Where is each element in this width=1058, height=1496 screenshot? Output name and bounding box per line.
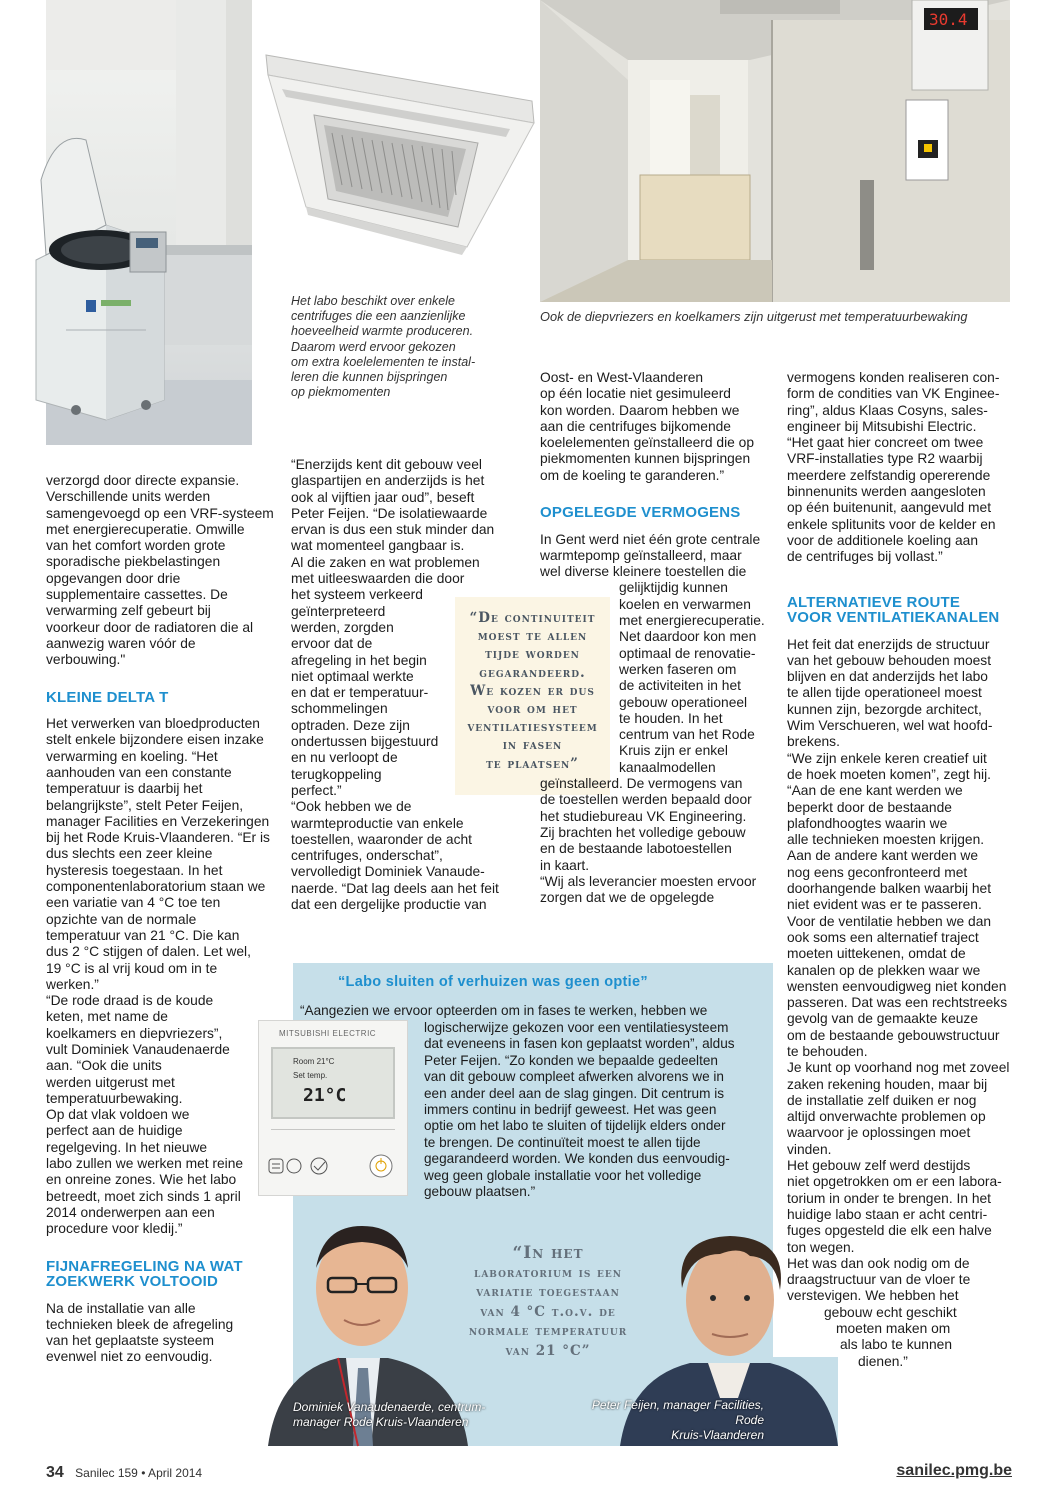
site-link[interactable]: sanilec.pmg.be [896,1462,1012,1479]
col1-para1: verzorgd door directe expansie. Verschillende units werden samengevoegd op een VRF-systeem met energierecuperatie. Omwille van het comfort worden grote sporadische piekbelastingen opgevangen door drie supplementaire cassettes. De verwarming zelf gebeurt bij voorkeur door de radiatoren die al aanwezig waren vóór de verbouwing." [46,473,274,668]
photo-caption-cold-room: Ook de diepvriezers en koelkamers zijn uitgerust met temperatuurbewaking [540,309,968,324]
column-1 [46,473,276,1366]
thermostat-readout: 30.4 [929,10,968,29]
person-peter-caption: Peter Feijen, manager Facilities, Rode Kruis-Vlaanderen [591,1398,764,1442]
column-2: “Enerzijds kent dit gebouw veel glaspartijen en anderzijds is het ook al vijftien jaar oud”, beseft Peter Feijen. “De isolatiewaarde ervan is dus een stuk minder dan wat momenteel gangbaar is. Al die zaken en wat problemen met uitleeswaarden die door het systeem verkeerd geïnterpreteerd werden, zorgden ervoor dat de afregeling in het begin niet optimaal werkte en dat er temperatuur- schommelingen optraden. Deze zijn ondertussen bijgestuurd en nu verloopt de terugkoppeling perfect.” “Ook hebben we de warmteproductie van enkele toestellen, waaronder de acht centrifuges, onderschat”, vervolledigt Dominiek Vanaude- naerde. “Dat lag deels aan het feit dat een dergelijke productie van [291,457,499,913]
footer-left [46,1464,202,1482]
controller-buttons-row [271,1129,395,1141]
cassette-unit-photo [262,45,538,290]
pull-quote-temperatuur: “In het laboratorium is een variatie toegestaan van 4 °C t.o.v. de normale temperatuur van 21 °C” [468,1243,628,1359]
col4-para2: Het feit dat enerzijds de structuur van het gebouw behouden moest blijven en dat anderzijds het labo te allen tijde operationeel moest kunnen zijn, bezorgde architect, Wim Verschueren, wel wat hoofd- brekens. “We zijn enkele keren creatief uit de hoek moeten komen”, zegt hij. “Aan de ene kant werden we beperkt door de bestaande plafondhoogtes waarin we alle technieken moesten krijgen. Aan de andere kant werden we nog eens geconfronteerd met doorhangende balken waarbij het niet evident was er te passeren. Voor de ventilatie hebben we dan ook soms een alternatief traject moeten uittekenen, omdat de kanalen op de plekken waar we wensten eenvoudigweg niet konden passeren. Dat was een rechtstreeks gevolg van de gemaakte keuze om de bestaande gebouwstructuur te behouden. Je kunt op voorhand nog met zoveel zaken rekening houden, maar bij de installatie zelf duiken er nog altijd onverwachte problemen op waarvoor je oplossingen moet vinden. Het gebouw zelf werd destijds niet opgetrokken om er een labora- torium in onder te brengen. In het huidige labo staan er acht centri- fuges opgesteld die elk een halve ton wegen. Het was dan ook nodig om de draagstructuur van de vloer te verstevigen. We hebben het gebouw echt geschikt moeten maken om als labo te kunnen dienen.” [787,636,1010,1369]
person-dominiek-photo [258,1198,490,1446]
box-title: “Labo sluiten of verhuizen was geen optie” [338,974,648,990]
centrifuge-photo [46,0,252,445]
cold-room-photo [540,0,1010,302]
menu-icon [269,1159,283,1173]
pull-quote-continuiteit: “De continuiteit moest te allen tijde worden gegarandeerd. We kozen er dus voor om het ventilatiesysteem in fasen te plaatsen” [455,597,610,795]
power-icon [370,1155,392,1177]
heading-alternatieve-route: ALTERNATIEVE ROUTE VOOR VENTILATIEKANALEN [787,593,1000,627]
column-3 [540,370,770,906]
controller-brand: MITSUBISHI ELECTRIC [279,1029,377,1038]
photo-caption-centrifuge: Het labo beschikt over enkele centrifuges die een aanzienlijke hoeveelheid warmte produceren. Daarom werd ervoor gekozen om extra koelelementen te instal- leren die kunnen bijspringen op piekmomenten [291,294,476,400]
check-icon [311,1158,327,1174]
remote-controller-photo [258,1020,408,1196]
heading-opgelegde-vermogens: OPGELEGDE VERMOGENS [540,504,741,522]
col3-para2: In Gent werd niet één grote centrale warmtepomp geïnstalleerd, maar wel diverse kleinere toestellen die gelijktijdig kunnen koelen en verwarmen met energierecuperatie. Net daardoor kon men optimaal de renovatie- werken faseren om de activiteiten in het gebouw operationeel te houden. In het centrum van het Rode Kruis zijn er enkel kanaalmodellen geïnstalleerd. De vermogens van de toestellen werden bepaald door het studiebureau VK Engineering. Zij brachten het volledige gebouw en de bestaande labotoestellen in kaart. “Wij als leverancier moesten ervoor zorgen dat we de opgelegde [540,531,765,906]
page-number: 34 [46,1464,64,1481]
col3-para1: Oost- en West-Vlaanderen op één locatie niet gesimuleerd kon worden. Daarom hebben we aan die centrifuges bijkomende koelelementen geïnstalleerd die op piekmomenten kunnen bijspringen om de koeling te garanderen.” [540,370,754,483]
col1-para3: Na de installatie van alle technieken bleek de afregeling van het geplaatste systeem evenwel niet zo eenvoudig. [46,1300,234,1365]
return-icon [287,1159,301,1173]
issue-info: Sanilec 159 • April 2014 [75,1466,203,1480]
heading-fijnafregeling: FIJNAFREGELING NA WAT ZOEKWERK VOLTOOID [46,1257,243,1291]
person-dominiek-caption: Dominiek Vanaudenaerde, centrum- manager Rode Kruis-Vlaanderen [293,1400,486,1429]
box-text: logischerwijze gekozen voor een ventilatiesysteem dat eveneens in fasen kon geplaatst worden”, aldus Peter Feijen. “Zo konden we bepaalde gedeelten van dit gebouw compleet afwerken alvorens we in een ander deel aan de slag gingen. Dit centrum is immers continu in bedrijf geweest. Het was geen optie om het labo te sluiten of tijdelijk elders onder te brengen. De continuïteit moest te allen tijde gegarandeerd worden. We konden dus eenvoudig- weg geen globale installatie voor het volledige gebouw plaatsen.” [424,1020,735,1200]
controller-screen: Room 21°C Set temp. 21°C [271,1047,395,1119]
person-peter-photo [591,1218,838,1446]
heading-kleine-delta-t: KLEINE DELTA T [46,688,169,706]
col4-para1: vermogens konden realiseren con- form de condities van VK Enginee- ring”, aldus Klaas Cosyns, sales- engineer bij Mitsubishi Electric. “Het gaat hier concreet om twee VRF-installaties type R2 waarbij meerdere zelfstandig opererende binnenunits werden aangesloten op één buitenunit, aangevuld met enkele splitunits voor de kelder en voor de additionele koeling aan de centrifuges bij vollast.” [787,370,1000,565]
box-first-line: “Aangezien we ervoor opteerden om in fases te werken, hebben we [300,1003,708,1018]
col1-para2: Het verwerken van bloedproducten stelt enkele bijzondere eisen inzake verwarming en koeling. “Het aanhouden van een constante temperatuur is daarbij het belangrijkste”, stelt Peter Feijen, manager Facilities en Verzekeringen bij het Rode Kruis-Vlaanderen. “Er is dus slechts een zeer kleine hysteresis toegestaan. In het componentenlaboratorium staan we een variatie van 4 °C toe ten opzichte van de normale temperatuur van 21 °C. Die kan dus 2 °C stijgen of dalen. Let wel, 19 °C is al vrij koud om in te werken.” “De rode draad is de koude keten, met name de koelkamers en diepvriezers”, vult Dominiek Vanaudenaerde aan. “Ook die units werden uitgerust met temperatuurbewaking. Op dat vlak voldoen we perfect aan de huidige regelgeving. In het nieuwe labo zullen we werken met reine en onreine zones. Wie het labo betreedt, moet zich sinds 1 april 2014 onderwerpen aan een procedure voor kledij.” [46,716,270,1237]
